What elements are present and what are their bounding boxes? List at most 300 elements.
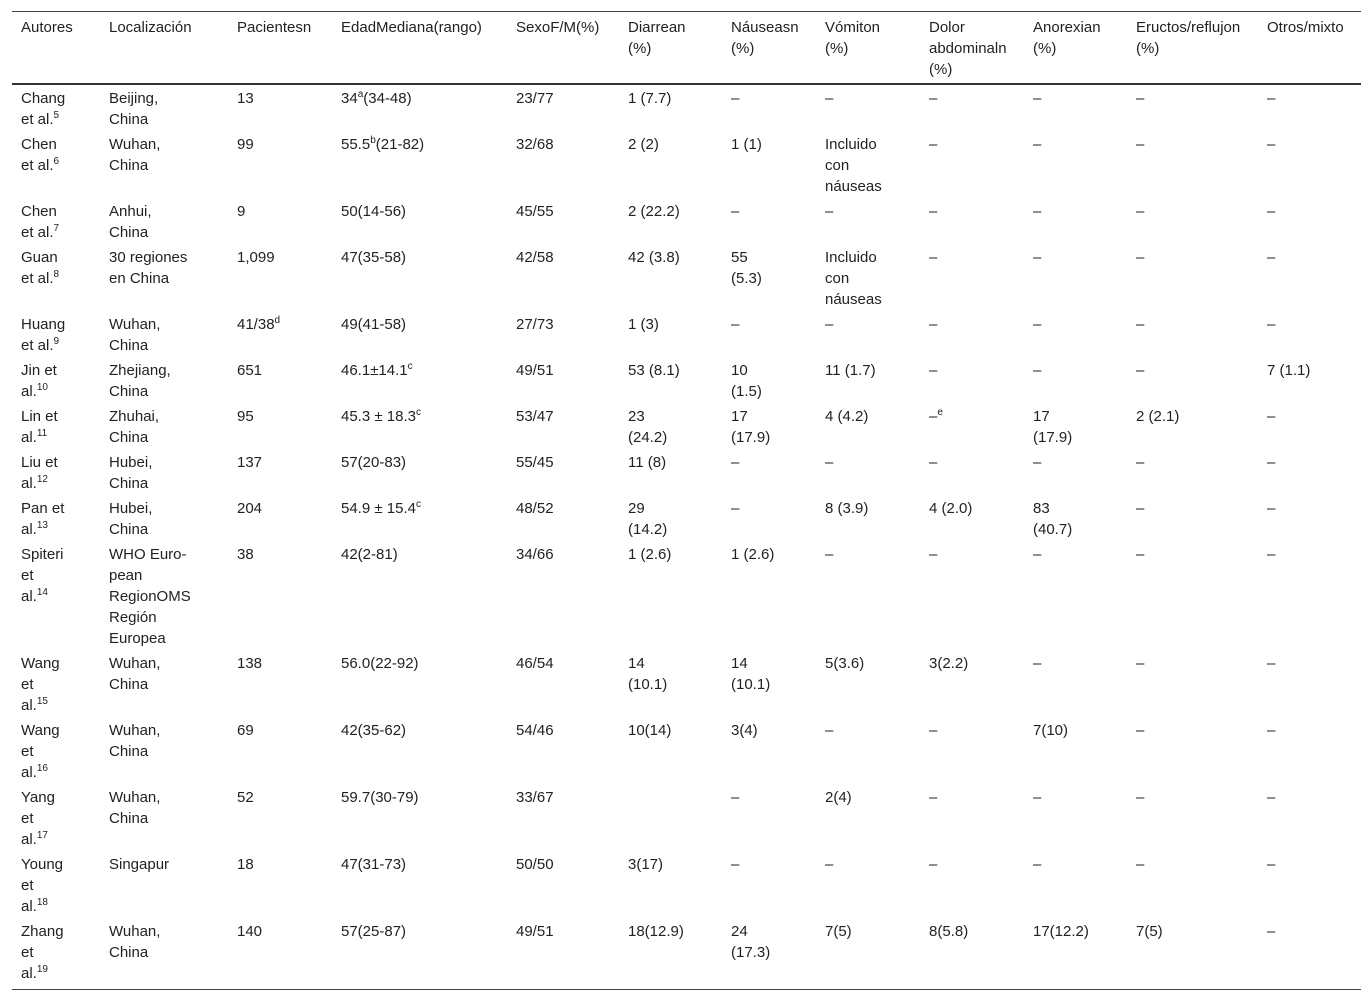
cell-text: – xyxy=(1267,203,1276,220)
cell-vomiting xyxy=(816,495,920,541)
cell-sex xyxy=(507,198,619,244)
cell-text: Hubei, xyxy=(109,500,153,517)
cell-text: – xyxy=(1033,655,1042,672)
column-header-nausea xyxy=(722,12,816,85)
cell-sex xyxy=(507,495,619,541)
cell-nausea xyxy=(722,244,816,311)
cell-abdominal-pain xyxy=(920,918,1024,990)
cell-diarrhea xyxy=(619,449,722,495)
cell-text: – xyxy=(1136,136,1145,153)
footnote-marker: c xyxy=(407,361,413,372)
cell-text: – xyxy=(825,90,834,107)
cell-text: 57(25-87) xyxy=(341,923,407,940)
cell-diarrhea xyxy=(619,357,722,403)
cell-text: Chang xyxy=(21,90,66,107)
cell-location xyxy=(100,311,228,357)
footnote-marker: c xyxy=(415,499,421,510)
header-label: (%) xyxy=(929,61,953,78)
cell-text: 57(20-83) xyxy=(341,454,407,471)
cell-text: – xyxy=(1267,923,1276,940)
cell-text: et xyxy=(21,877,34,894)
cell-text: 46/54 xyxy=(516,655,554,672)
cell-sex xyxy=(507,311,619,357)
cell-age xyxy=(332,131,507,198)
cell-text: 55 xyxy=(731,249,748,266)
cell-text: Wuhan, xyxy=(109,316,161,333)
cell-text: 1 (2.6) xyxy=(731,546,775,563)
cell-vomiting xyxy=(816,717,920,784)
cell-text: 59.7(30-79) xyxy=(341,789,419,806)
cell-patients xyxy=(228,84,332,131)
cell-text: – xyxy=(1267,789,1276,806)
footnote-marker: e xyxy=(937,407,943,418)
cell-other-mixed xyxy=(1258,84,1361,131)
column-header-patients xyxy=(228,12,332,85)
cell-abdominal-pain xyxy=(920,84,1024,131)
cell-diarrhea xyxy=(619,311,722,357)
cell-location xyxy=(100,784,228,851)
cell-belching-reflux xyxy=(1127,541,1258,650)
cell-other-mixed xyxy=(1258,357,1361,403)
cell-abdominal-pain xyxy=(920,131,1024,198)
cell-text: 17(12.2) xyxy=(1033,923,1089,940)
cell-text: Incluido xyxy=(825,136,877,153)
cell-belching-reflux xyxy=(1127,717,1258,784)
cell-text: Pan et xyxy=(21,500,65,517)
cell-other-mixed xyxy=(1258,784,1361,851)
cell-text: 14 xyxy=(731,655,748,672)
cell-age xyxy=(332,84,507,131)
cell-text: et xyxy=(21,676,34,693)
cell-sex xyxy=(507,84,619,131)
cell-authors xyxy=(12,449,100,495)
cell-text: 14 xyxy=(628,655,645,672)
cell-belching-reflux xyxy=(1127,131,1258,198)
cell-nausea xyxy=(722,784,816,851)
cell-text: al. xyxy=(21,383,37,400)
cell-text: 138 xyxy=(237,655,263,672)
footnote-marker: 12 xyxy=(36,474,48,485)
cell-text: (5.3) xyxy=(731,270,762,287)
table-row xyxy=(12,449,1361,495)
cell-patients xyxy=(228,449,332,495)
cell-text: 9 xyxy=(237,203,246,220)
cell-text: Región xyxy=(109,609,157,626)
cell-text: – xyxy=(1033,454,1042,471)
footnote-marker: d xyxy=(274,315,281,326)
cell-text: – xyxy=(1033,136,1042,153)
cell-authors xyxy=(12,495,100,541)
cell-sex xyxy=(507,784,619,851)
cell-text: 4 (4.2) xyxy=(825,408,869,425)
cell-text: et al. xyxy=(21,157,54,174)
cell-nausea xyxy=(722,357,816,403)
cell-text: (17.3) xyxy=(731,944,771,961)
header-label: (%) xyxy=(1033,40,1057,57)
cell-nausea xyxy=(722,403,816,449)
cell-abdominal-pain xyxy=(920,311,1024,357)
cell-text: et xyxy=(21,567,34,584)
cell-text: 2 (2) xyxy=(628,136,659,153)
cell-authors xyxy=(12,198,100,244)
cell-nausea xyxy=(722,495,816,541)
cell-text: náuseas xyxy=(825,291,882,308)
cell-text: 46.1±14.1 xyxy=(341,362,408,379)
cell-anorexia xyxy=(1024,403,1127,449)
cell-diarrhea xyxy=(619,495,722,541)
column-header-anorexia xyxy=(1024,12,1127,85)
cell-text: 1 (3) xyxy=(628,316,659,333)
cell-text: 1 (7.7) xyxy=(628,90,672,107)
cell-text: – xyxy=(1267,90,1276,107)
footnote-marker: 5 xyxy=(53,110,60,121)
cell-text: – xyxy=(1136,500,1145,517)
cell-text: 52 xyxy=(237,789,254,806)
cell-location xyxy=(100,198,228,244)
cell-text: China xyxy=(109,337,149,354)
cell-text: 3(4) xyxy=(731,722,758,739)
cell-text: – xyxy=(1033,789,1042,806)
column-header-vomiting xyxy=(816,12,920,85)
cell-text: 8 (3.9) xyxy=(825,500,869,517)
cell-text: (40.7) xyxy=(1033,521,1073,538)
cell-belching-reflux xyxy=(1127,495,1258,541)
cell-anorexia xyxy=(1024,541,1127,650)
cell-diarrhea xyxy=(619,131,722,198)
cell-anorexia xyxy=(1024,784,1127,851)
cell-anorexia xyxy=(1024,244,1127,311)
header-label: SexoF/M(%) xyxy=(516,19,600,36)
column-header-other-mixed xyxy=(1258,12,1361,85)
cell-text: Young xyxy=(21,856,63,873)
cell-text: – xyxy=(1033,316,1042,333)
cell-patients xyxy=(228,918,332,990)
cell-other-mixed xyxy=(1258,717,1361,784)
footnote-marker: 8 xyxy=(53,269,60,280)
cell-text: 49/51 xyxy=(516,362,554,379)
cell-text: et xyxy=(21,944,34,961)
footnote-marker: 9 xyxy=(53,336,60,347)
cell-text: – xyxy=(1136,90,1145,107)
cell-text: Wuhan, xyxy=(109,722,161,739)
cell-text: – xyxy=(1033,362,1042,379)
cell-text: al. xyxy=(21,475,37,492)
cell-text: Wuhan, xyxy=(109,923,161,940)
cell-text: 7(5) xyxy=(825,923,852,940)
cell-text: 45/55 xyxy=(516,203,554,220)
cell-text: al. xyxy=(21,764,37,781)
cell-text: (10.1) xyxy=(628,676,668,693)
cell-nausea xyxy=(722,650,816,717)
cell-text: – xyxy=(1267,249,1276,266)
table-row xyxy=(12,357,1361,403)
header-label: Anorexian xyxy=(1033,19,1101,36)
cell-text: – xyxy=(1033,203,1042,220)
cell-text: 34/66 xyxy=(516,546,554,563)
cell-text: – xyxy=(1267,316,1276,333)
cell-nausea xyxy=(722,717,816,784)
cell-text: Chen xyxy=(21,136,57,153)
cell-text: 2 (22.2) xyxy=(628,203,680,220)
cell-nausea xyxy=(722,84,816,131)
footnote-marker: 11 xyxy=(36,428,48,439)
cell-age xyxy=(332,495,507,541)
cell-text: (14.2) xyxy=(628,521,668,538)
cell-text: 2(4) xyxy=(825,789,852,806)
cell-text: – xyxy=(929,362,938,379)
cell-belching-reflux xyxy=(1127,851,1258,918)
cell-location xyxy=(100,851,228,918)
cell-text: – xyxy=(929,316,938,333)
footnote-marker: 16 xyxy=(36,763,48,774)
cell-text: – xyxy=(731,856,740,873)
cell-text: (10.1) xyxy=(731,676,771,693)
header-label: Pacientesn xyxy=(237,19,312,36)
cell-nausea xyxy=(722,131,816,198)
cell-abdominal-pain xyxy=(920,357,1024,403)
header-label: (%) xyxy=(731,40,755,57)
footnote-marker: 6 xyxy=(53,156,60,167)
table-row xyxy=(12,541,1361,650)
cell-diarrhea xyxy=(619,650,722,717)
cell-patients xyxy=(228,403,332,449)
cell-text: China xyxy=(109,383,149,400)
cell-nausea xyxy=(722,918,816,990)
cell-authors xyxy=(12,717,100,784)
cell-belching-reflux xyxy=(1127,449,1258,495)
cell-text: – xyxy=(1136,249,1145,266)
cell-diarrhea xyxy=(619,851,722,918)
cell-text: WHO Euro- xyxy=(109,546,187,563)
cell-age xyxy=(332,784,507,851)
cell-diarrhea xyxy=(619,784,722,851)
cell-other-mixed xyxy=(1258,244,1361,311)
cell-anorexia xyxy=(1024,311,1127,357)
cell-text: China xyxy=(109,429,149,446)
cell-text: 8(5.8) xyxy=(929,923,969,940)
header-label: Náuseasn xyxy=(731,19,799,36)
cell-text: 23 xyxy=(628,408,645,425)
header-label: (%) xyxy=(628,40,652,57)
column-header-abdominal-pain xyxy=(920,12,1024,85)
cell-anorexia xyxy=(1024,650,1127,717)
cell-authors xyxy=(12,131,100,198)
cell-text: – xyxy=(929,856,938,873)
column-header-diarrhea xyxy=(619,12,722,85)
cell-text: 50(14-56) xyxy=(341,203,407,220)
cell-age xyxy=(332,198,507,244)
cell-vomiting xyxy=(816,449,920,495)
cell-text: al. xyxy=(21,521,37,538)
cell-text: et al. xyxy=(21,337,54,354)
studies-table xyxy=(12,11,1361,990)
cell-patients xyxy=(228,650,332,717)
cell-other-mixed xyxy=(1258,403,1361,449)
cell-text: – xyxy=(825,546,834,563)
cell-text: al. xyxy=(21,697,37,714)
cell-text: 50/50 xyxy=(516,856,554,873)
cell-sex xyxy=(507,357,619,403)
cell-text: con xyxy=(825,157,850,174)
cell-nausea xyxy=(722,198,816,244)
cell-patients xyxy=(228,244,332,311)
cell-text: 18 xyxy=(237,856,254,873)
cell-authors xyxy=(12,244,100,311)
cell-belching-reflux xyxy=(1127,198,1258,244)
cell-text: 17 xyxy=(731,408,748,425)
cell-text: China xyxy=(109,521,149,538)
cell-text: 47(35-58) xyxy=(341,249,407,266)
cell-text: 29 xyxy=(628,500,645,517)
cell-other-mixed xyxy=(1258,495,1361,541)
footnote-marker: b xyxy=(370,135,376,146)
cell-text: China xyxy=(109,475,149,492)
cell-text: Zhang xyxy=(21,923,64,940)
cell-text: Lin et xyxy=(21,408,58,425)
cell-text: – xyxy=(929,408,938,425)
table-body xyxy=(12,84,1361,990)
cell-text: Zhuhai, xyxy=(109,408,160,425)
cell-text: – xyxy=(825,454,834,471)
cell-text: al. xyxy=(21,429,37,446)
cell-text: al. xyxy=(21,588,37,605)
cell-text: 53 (8.1) xyxy=(628,362,680,379)
cell-authors xyxy=(12,784,100,851)
cell-text: náuseas xyxy=(825,178,882,195)
table-row xyxy=(12,403,1361,449)
footnote-marker: 19 xyxy=(36,964,48,975)
cell-text: – xyxy=(1136,856,1145,873)
cell-text: – xyxy=(1136,655,1145,672)
cell-text: et al. xyxy=(21,270,54,287)
cell-location xyxy=(100,357,228,403)
table-row xyxy=(12,495,1361,541)
cell-text: – xyxy=(1136,546,1145,563)
cell-text: et xyxy=(21,743,34,760)
cell-abdominal-pain xyxy=(920,650,1024,717)
cell-text: Incluido xyxy=(825,249,877,266)
table-row xyxy=(12,650,1361,717)
cell-belching-reflux xyxy=(1127,357,1258,403)
cell-text: Yang xyxy=(21,789,55,806)
cell-vomiting xyxy=(816,84,920,131)
cell-text: 54.9 ± 15.4 xyxy=(341,500,416,517)
header-label: EdadMediana(rango) xyxy=(341,19,482,36)
cell-text: 137 xyxy=(237,454,263,471)
cell-text: – xyxy=(1267,500,1276,517)
table-row xyxy=(12,784,1361,851)
table-row xyxy=(12,717,1361,784)
cell-abdominal-pain xyxy=(920,784,1024,851)
cell-authors xyxy=(12,357,100,403)
cell-text: – xyxy=(1033,249,1042,266)
cell-other-mixed xyxy=(1258,851,1361,918)
cell-anorexia xyxy=(1024,357,1127,403)
cell-text: 3(17) xyxy=(628,856,664,873)
cell-age xyxy=(332,650,507,717)
cell-text: China xyxy=(109,810,149,827)
cell-text: – xyxy=(929,546,938,563)
footnote-marker: 7 xyxy=(53,223,60,234)
cell-text: 32/68 xyxy=(516,136,554,153)
cell-other-mixed xyxy=(1258,650,1361,717)
cell-text: 11 (8) xyxy=(628,454,667,471)
cell-text: 42(35-62) xyxy=(341,722,407,739)
cell-text: 7 (1.1) xyxy=(1267,362,1311,379)
cell-text: 38 xyxy=(237,546,254,563)
cell-text: Hubei, xyxy=(109,454,153,471)
cell-text: – xyxy=(1033,90,1042,107)
cell-text: 4 (2.0) xyxy=(929,500,973,517)
cell-text: 10(14) xyxy=(628,722,672,739)
cell-text: 33/67 xyxy=(516,789,554,806)
cell-sex xyxy=(507,717,619,784)
cell-text: 13 xyxy=(237,90,254,107)
cell-location xyxy=(100,244,228,311)
cell-diarrhea xyxy=(619,198,722,244)
cell-vomiting xyxy=(816,918,920,990)
cell-text: – xyxy=(1267,408,1276,425)
cell-text: China xyxy=(109,676,149,693)
cell-text-suffix: (21-82) xyxy=(375,136,425,153)
cell-text: – xyxy=(1136,203,1145,220)
cell-text: – xyxy=(929,136,938,153)
cell-text: 1 (2.6) xyxy=(628,546,672,563)
cell-age xyxy=(332,244,507,311)
cell-text: Zhejiang, xyxy=(109,362,171,379)
cell-text: 99 xyxy=(237,136,254,153)
cell-vomiting xyxy=(816,403,920,449)
cell-text: Huang xyxy=(21,316,66,333)
cell-location xyxy=(100,717,228,784)
cell-text: – xyxy=(731,500,740,517)
cell-text: 30 regiones xyxy=(109,249,188,266)
cell-text: – xyxy=(731,316,740,333)
cell-text: 56.0(22-92) xyxy=(341,655,419,672)
cell-belching-reflux xyxy=(1127,244,1258,311)
cell-text: pean xyxy=(109,567,143,584)
cell-authors xyxy=(12,650,100,717)
cell-location xyxy=(100,918,228,990)
cell-diarrhea xyxy=(619,717,722,784)
cell-text: 27/73 xyxy=(516,316,554,333)
cell-text: – xyxy=(1267,546,1276,563)
cell-text: et xyxy=(21,810,34,827)
footnote-marker: 14 xyxy=(36,587,48,598)
cell-text: 651 xyxy=(237,362,263,379)
cell-authors xyxy=(12,918,100,990)
cell-text: 42(2-81) xyxy=(341,546,398,563)
cell-abdominal-pain xyxy=(920,198,1024,244)
cell-text: – xyxy=(825,316,834,333)
cell-patients xyxy=(228,198,332,244)
cell-location xyxy=(100,449,228,495)
cell-anorexia xyxy=(1024,495,1127,541)
cell-text: 10 xyxy=(731,362,748,379)
cell-authors xyxy=(12,311,100,357)
cell-text: – xyxy=(1136,454,1145,471)
table-row xyxy=(12,918,1361,990)
cell-text: 3(2.2) xyxy=(929,655,969,672)
cell-text: – xyxy=(731,203,740,220)
cell-belching-reflux xyxy=(1127,784,1258,851)
cell-location xyxy=(100,131,228,198)
footnote-marker: 10 xyxy=(36,382,48,393)
cell-age xyxy=(332,403,507,449)
cell-text: 17 xyxy=(1033,408,1050,425)
cell-text: 49(41-58) xyxy=(341,316,407,333)
cell-vomiting xyxy=(816,784,920,851)
